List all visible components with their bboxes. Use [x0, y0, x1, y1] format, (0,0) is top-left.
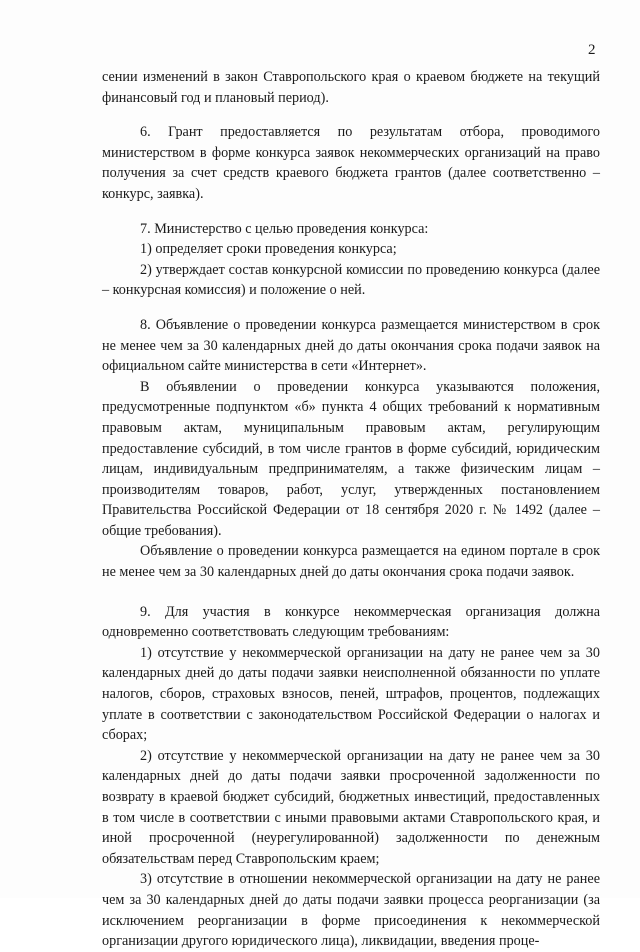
paragraph-clause-8-portal: Объявление о проведении конкурса размещается на едином портале в срок не менее чем за 30 календарных дней до даты окончания срока подачи заявок.: [102, 543, 600, 581]
paragraph-clause-8-announcement: В объявлении о проведении конкурса указываются положения, предусмотренные подпунктом «б» пункта 4 общих требований к нормативным правовым актам, муниципальным правовым актам, регулирующим предоставление субсидий, в том числе грантов в форме субсидий, юридическим лицам, индивидуальным предпринимателям, а также физическим лицам – производителям товаров, работ, услуг, утвержденных постановлением Правительства Российской Федерации от 18 сентября 2020 г. № 1492 (далее – общие требования).: [102, 378, 600, 539]
paragraph-clause-7-item-1: 1) определяет сроки проведения конкурса;: [140, 241, 397, 258]
paragraph-clause-8: 8. Объявление о проведении конкурса размещается министерством в срок не менее чем за 30 календарных дней до даты окончания срока подачи заявок на официальном сайте министерства в сети «Интернет».: [102, 316, 600, 375]
document-body: [102, 67, 600, 952]
paragraph-continuation: сении изменений в закон Ставропольского края о краевом бюджете на текущий финансовый год и плановый период).: [102, 69, 600, 106]
paragraph-clause-6: 6. Грант предоставляется по результатам отбора, проводимого министерством в форме конкурса заявок некоммерческих организаций на право получения за счет средств краевого бюджета грантов (далее соответственно – конкурс, заявка).: [102, 124, 600, 202]
paragraph-clause-9: 9. Для участия в конкурсе некоммерческая организация должна одновременно соответствовать следующим требованиям:: [102, 603, 600, 641]
paragraph-clause-9-item-3: 3) отсутствие в отношении некоммерческой организации на дату не ранее чем за 30 календарных дней до даты подачи заявки процесса реорганизации (за исключением реорганизации в форме присоединения к некоммерческой организации другого юридического лица), ликвидации, введения проце-: [102, 871, 600, 950]
paragraph-clause-9-item-2: 2) отсутствие у некоммерческой организации на дату не ранее чем за 30 календарных дней до даты подачи заявки просроченной задолженности по возврату в краевой бюджет субсидий, бюджетных инвестиций, предоставленных в том числе в соответствии с иными правовыми актами Ставропольского края, и иной просроченной (неурегулированной) задолженности по денежным обязательствам перед Ставропольским краем;: [102, 747, 600, 867]
paragraph-clause-9-item-1: 1) отсутствие у некоммерческой организации на дату не ранее чем за 30 календарных дней до даты подачи заявки неисполненной обязанности по уплате налогов, сборов, страховых взносов, пеней, штрафов, процентов, подлежащих уплате в соответствии с законодательством Российской Федерации о налогах и сборах;: [102, 644, 600, 744]
paragraph-clause-7-item-2: 2) утверждает состав конкурсной комиссии по проведению конкурса (далее – конкурсная комиссия) и положение о ней.: [102, 261, 600, 299]
paragraph-clause-7: 7. Министерство с целью проведения конкурса:: [140, 220, 429, 237]
page-number: 2: [588, 42, 596, 58]
